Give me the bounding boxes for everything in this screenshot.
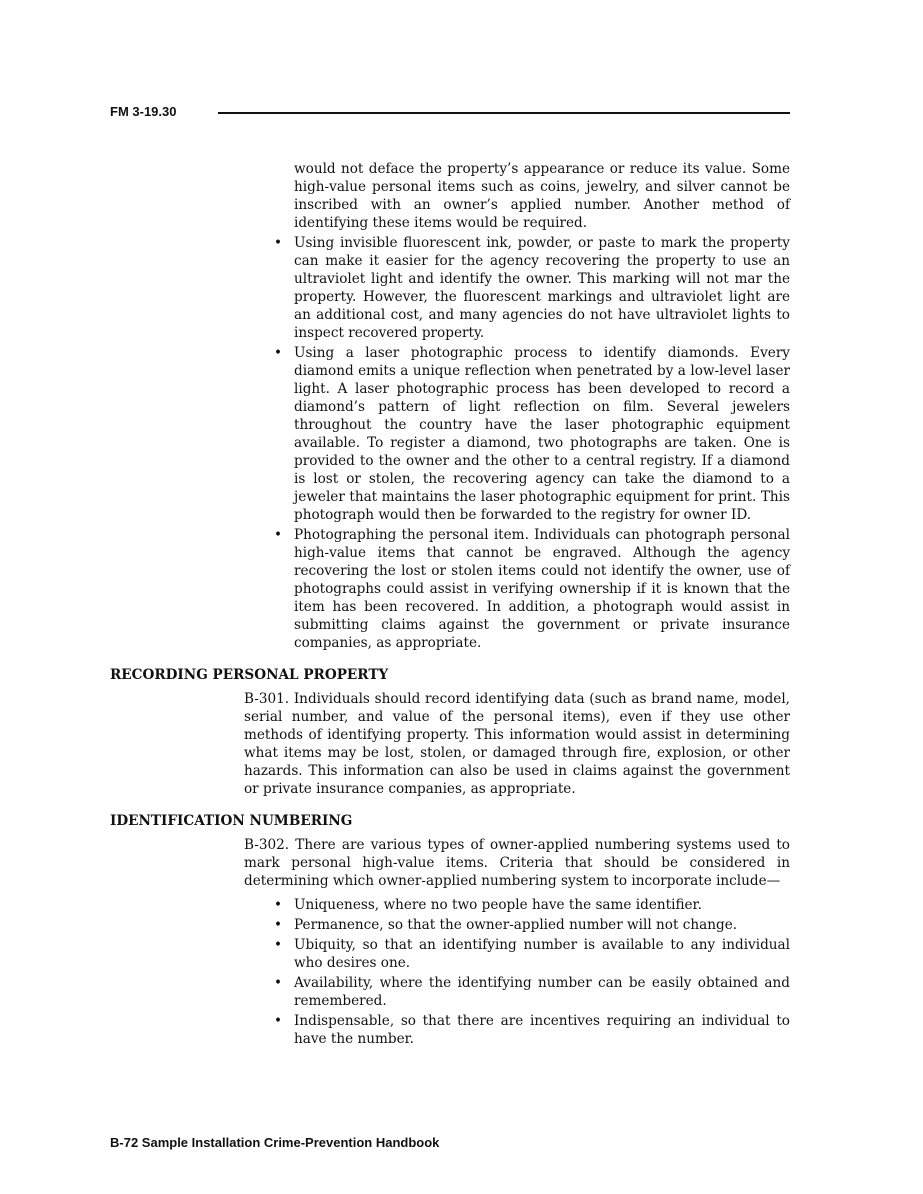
list-item <box>274 916 790 934</box>
list-item-text: Using a laser photographic process to identify diamonds. Every diamond emits a unique reflection when penetrated by a low-level laser light. A laser photographic process has been developed to record a diamond’s pattern of light reflection on film. Several jewelers throughout the country have the laser photographic equipment available. To register a diamond, two photographs are taken. One is provided to the owner and the other to a central registry. If a diamond is lost or stolen, the recovering agency can take the diamond to a jeweler that maintains the laser photographic equipment for print. This photograph would then be forwarded to the registry for owner ID. <box>294 345 790 523</box>
bullet-list-criteria <box>274 896 790 1048</box>
list-item <box>274 526 790 652</box>
bullet-marker: • <box>274 527 283 543</box>
bullet-marker: • <box>274 235 283 251</box>
page-header <box>110 104 790 124</box>
paragraph-b302: B-302. There are various types of owner-applied numbering systems used to mark personal high-value items. Criteria that should be considered in determining which owner-applied numbering system to incorporate include— <box>244 837 790 889</box>
header-rule <box>218 112 790 114</box>
list-item-text: Permanence, so that the owner-applied number will not change. <box>294 917 738 933</box>
bullet-marker: • <box>274 897 283 913</box>
page-footer: B-72 Sample Installation Crime-Prevention Handbook <box>110 1135 440 1150</box>
bullet-marker: • <box>274 345 283 361</box>
bullet-marker: • <box>274 917 283 933</box>
bullet-marker: • <box>274 937 283 953</box>
list-item <box>274 1012 790 1048</box>
list-item-text: Photographing the personal item. Individuals can photograph personal high-value items that cannot be engraved. Although the agency recovering the lost or stolen items could not identify the owner, use of photographs could assist in verifying ownership if it is known that the item has been recovered. In addition, a photograph would assist in submitting claims against the government or private insurance companies, as appropriate. <box>294 527 790 651</box>
page-content <box>110 160 790 1048</box>
list-item <box>274 974 790 1010</box>
list-item <box>274 344 790 524</box>
list-item-text: Ubiquity, so that an identifying number is available to any individual who desires one. <box>294 937 790 971</box>
list-item-text: Indispensable, so that there are incentives requiring an individual to have the number. <box>294 1013 790 1047</box>
bullet-marker: • <box>274 975 283 991</box>
continuation-paragraph: would not deface the property’s appearance or reduce its value. Some high-value personal items such as coins, jewelry, and silver cannot be inscribed with an owner’s applied number. Another method of identifying these items would be required. <box>294 161 790 231</box>
list-item-text: Availability, where the identifying number can be easily obtained and remembered. <box>294 975 790 1009</box>
section-heading-recording: RECORDING PERSONAL PROPERTY <box>110 667 389 683</box>
list-item-text: Using invisible fluorescent ink, powder, or paste to mark the property can make it easier for the agency recovering the property to use an ultraviolet light and identify the owner. This marking will not mar the property. However, the fluorescent markings and ultraviolet light are an additional cost, and many agencies do not have ultraviolet lights to inspect recovered property. <box>294 235 790 341</box>
paragraph-b301: B-301. Individuals should record identifying data (such as brand name, model, serial number, and value of the personal items), even if they use other methods of identifying property. This information would assist in determining what items may be lost, stolen, or damaged through fire, explosion, or other hazards. This information can also be used in claims against the government or private insurance companies, as appropriate. <box>244 691 790 797</box>
document-id: FM 3-19.30 <box>110 104 177 119</box>
list-item <box>274 234 790 342</box>
list-item-text: Uniqueness, where no two people have the same identifier. <box>294 897 702 913</box>
list-item <box>274 896 790 914</box>
section-heading-identification: IDENTIFICATION NUMBERING <box>110 813 353 829</box>
list-item <box>274 936 790 972</box>
bullet-marker: • <box>274 1013 283 1029</box>
bullet-list-marking-methods <box>274 234 790 652</box>
